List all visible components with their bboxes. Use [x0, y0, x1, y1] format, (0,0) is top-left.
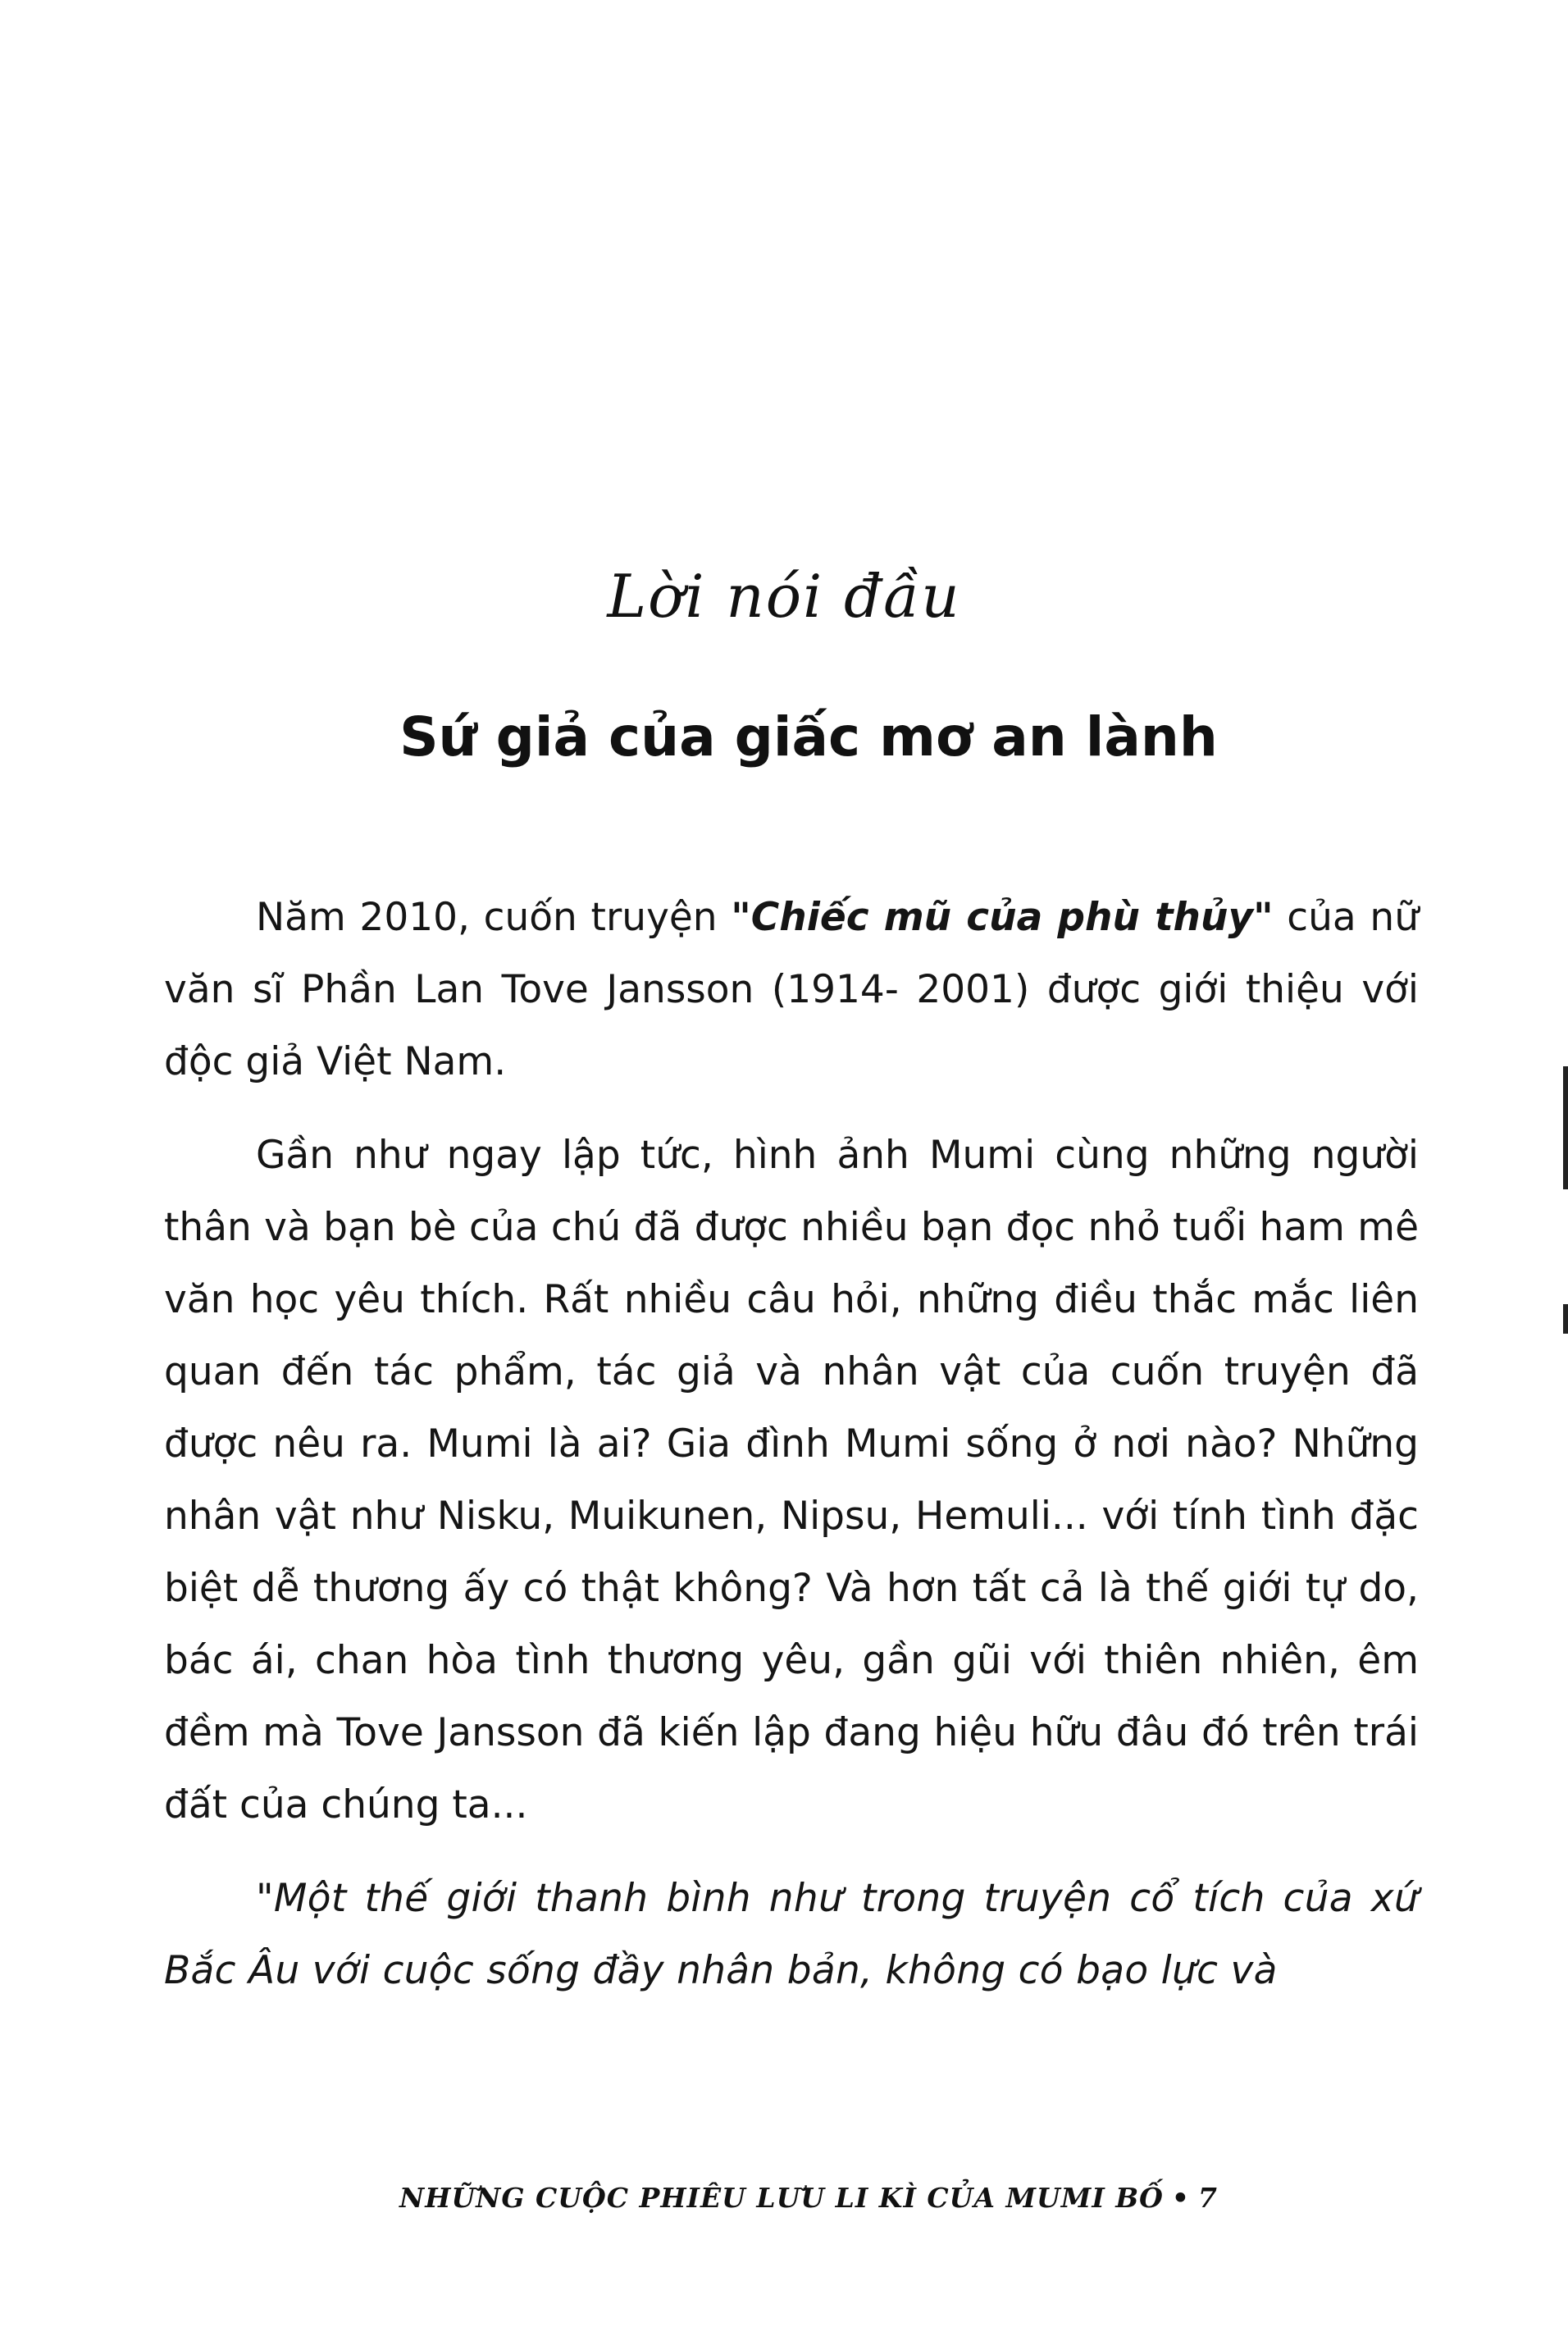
paragraph-3-quote: "Một thế giới thanh bình như trong truyện cổ tích của xứ Bắc Âu với cuộc sống đầy nhân bản, không có bạo lực và	[164, 1876, 1419, 1993]
book-title-emphasis: "Chiếc mũ của phù thủy"	[731, 895, 1274, 940]
running-title: NHỮNG CUỘC PHIÊU LƯU LI KÌ CỦA MUMI BỐ	[399, 2182, 1164, 2214]
footer-separator: •	[1171, 2182, 1190, 2214]
paragraph-1	[164, 882, 1419, 1098]
scan-edge-mark	[1563, 1304, 1568, 1334]
scan-edge-mark	[1563, 1066, 1568, 1189]
page-number: 7	[1198, 2182, 1218, 2214]
body-text	[164, 882, 1419, 2028]
page-footer	[0, 2182, 1568, 2214]
section-label: Lời nói đầu	[607, 562, 961, 631]
paragraph-2: Gần như ngay lập tức, hình ảnh Mumi cùng những người thân và bạn bè của chú đã được nhiều bạn đọc nhỏ tuổi ham mê văn học yêu thích. Rất nhiều câu hỏi, những điều thắc mắc liên quan đến tác phẩm, tác giả và nhân vật của cuốn truyện đã được nêu ra. Mumi là ai? Gia đình Mumi sống ở nơi nào? Những nhân vật như Nisku, Muikunen, Nipsu, Hemuli... với tính tình đặc biệt dễ thương ấy có thật không? Và hơn tất cả là thế giới tự do, bác ái, chan hòa tình thương yêu, gần gũi với thiên nhiên, êm đềm mà Tove Jansson đã kiến lập đang hiệu hữu đâu đó trên trái đất của chúng ta...	[164, 1133, 1419, 1827]
paragraph-1-rest: của nữ văn sĩ Phần Lan Tove Jansson (1914- 2001) được giới thiệu với độc giả Việt Nam.	[164, 895, 1419, 1084]
chapter-title: Sứ giả của giấc mơ an lành	[399, 705, 1218, 769]
paragraph-1-intro: Năm 2010, cuốn truyện	[256, 895, 732, 940]
